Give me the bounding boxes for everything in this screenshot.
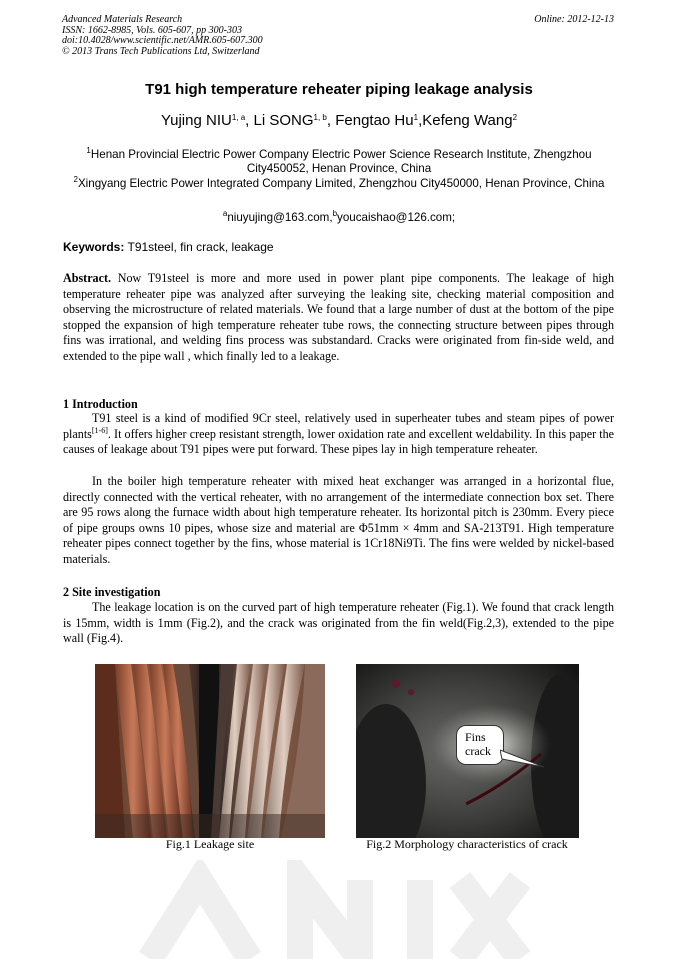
journal-copyright: © 2013 Trans Tech Publications Ltd, Switzerland: [62, 45, 260, 57]
affiliation-text: Henan Provincial Electric Power Company Electric Power Science Research Institute, Zhengzhou City450052, Henan Province, China: [90, 148, 592, 175]
journal-name: Advanced Materials Research: [62, 14, 183, 25]
figure-1-caption: Fig.1 Leakage site: [165, 837, 255, 851]
author-affil-mark: 2: [512, 113, 518, 122]
abstract-text: Now T91steel is more and more used in power plant pipe components. The leakage of high temperature reheater pipe was analyzed after surveying the leaking site, checking material composition and observing the microstructure of related materials. We found that a large number of dust at the bottom of the pipe stopped the expansion of high temperature reheater tube rows, the connecting structure between pipes through fins was irrational, and welding fins process was substandard. Cracks were originated from fin-side weld, and extended to the pipe wall , which finally led to a leakage.: [63, 271, 614, 363]
author-name: Fengtao Hu: [335, 112, 414, 129]
section-heading: 1 Introduction: [63, 397, 138, 411]
section1-paragraph-2: [63, 474, 614, 568]
email-mark: a: [222, 209, 228, 218]
watermark-graphic: [0, 860, 678, 959]
author-affil-mark: 1, a: [231, 113, 246, 122]
author-emails: $^a$niuyujing@163.com,$^b$youcaishao@126.com;: [222, 209, 456, 224]
author-affil-mark: 1, b: [313, 113, 327, 122]
keywords-label: Keywords:: [63, 240, 125, 254]
email-mark: b: [332, 209, 338, 218]
author-name: Yujing NIU: [160, 112, 232, 129]
affiliation-number: 1: [86, 146, 91, 155]
paper-title: T91 high temperature reheater piping leakage analysis: [145, 81, 533, 98]
author-name: Kefeng Wang: [422, 112, 513, 129]
email-link[interactable]: niuyujing@163.com: [227, 211, 330, 224]
paragraph-text: The leakage location is on the curved part of high temperature reheater (Fig.1). We found that crack length is 15mm, width is 1mm (Fig.2), and the crack was originated from the fin weld(Fig.2,3), extended to the pipe wall (Fig.4).: [63, 600, 614, 646]
online-date: Online: 2012-12-13: [534, 14, 614, 25]
section1-paragraph-1: [63, 411, 614, 458]
keywords: [63, 240, 274, 254]
paragraph-text: . It offers higher creep resistant strength, lower oxidation rate and excellent weldability. In this paper the causes of leakage about T91 pipes were put forward. These pipes lay in high temperature reheater.: [63, 426, 614, 457]
callout-line: Fins: [465, 730, 486, 744]
section-heading: 2 Site investigation: [63, 585, 161, 599]
figure-1-leakage-site-photo: [95, 664, 325, 838]
affiliation-1: [60, 148, 618, 176]
figure-2-caption: Fig.2 Morphology characteristics of crack: [366, 837, 568, 851]
journal-header: [62, 15, 263, 57]
fins-crack-callout: [456, 725, 504, 765]
section2-paragraph-1: [63, 600, 614, 647]
author-affil-mark: 1: [413, 113, 419, 122]
leakage-site-photo: [95, 664, 325, 838]
keywords-text: T91steel, fin crack, leakage: [127, 240, 274, 254]
affiliation-2: [60, 177, 618, 191]
paragraph-text: T91 steel is a kind of modified 9Cr steel, relatively used in superheater tubes and steam pipes of power plants: [63, 411, 614, 441]
email-link[interactable]: youcaishao@126.com;: [337, 211, 456, 224]
journal-issn: ISSN: 1662-8985, Vols. 605-607, pp 300-303: [62, 24, 242, 36]
author-list: Yujing NIU$^{1, a}$, Li SONG$^{1, b}$, Fengtao Hu$^1$,Kefeng Wang$^2$: [160, 112, 518, 129]
journal-doi: doi:10.4028/www.scientific.net/AMR.605-607.300: [62, 35, 263, 46]
callout-pointer: [500, 745, 550, 775]
citation[interactable]: [1-6]: [91, 425, 108, 435]
abstract-label: Abstract.: [63, 271, 112, 285]
affiliation-number: 2: [73, 175, 78, 184]
paragraph-text: In the boiler high temperature reheater with mixed heat exchanger was arranged in a horizontal flue, directly connected with the vertical reheater, with no arrangement of the intermediate connection box set. There are 95 rows along the furnace width about high temperature reheater. Its horizontal pitch is 230mm. Every piece of pipe groups owns 10 pipes, whose size and material are Φ51mm × 4mm and SA-213T91. High temperature reheater pipes connect together by the fins, whose material is 1Cr18Ni9Ti. The fins were welded by nickel-based materials.: [63, 474, 614, 566]
affiliation-text: Xingyang Electric Power Integrated Company Limited, Zhengzhou City450000, Henan Province, China: [77, 177, 605, 190]
author-name: Li SONG: [253, 112, 314, 129]
watermark: [0, 860, 678, 959]
abstract: [63, 271, 614, 365]
callout-line: crack: [465, 744, 491, 758]
